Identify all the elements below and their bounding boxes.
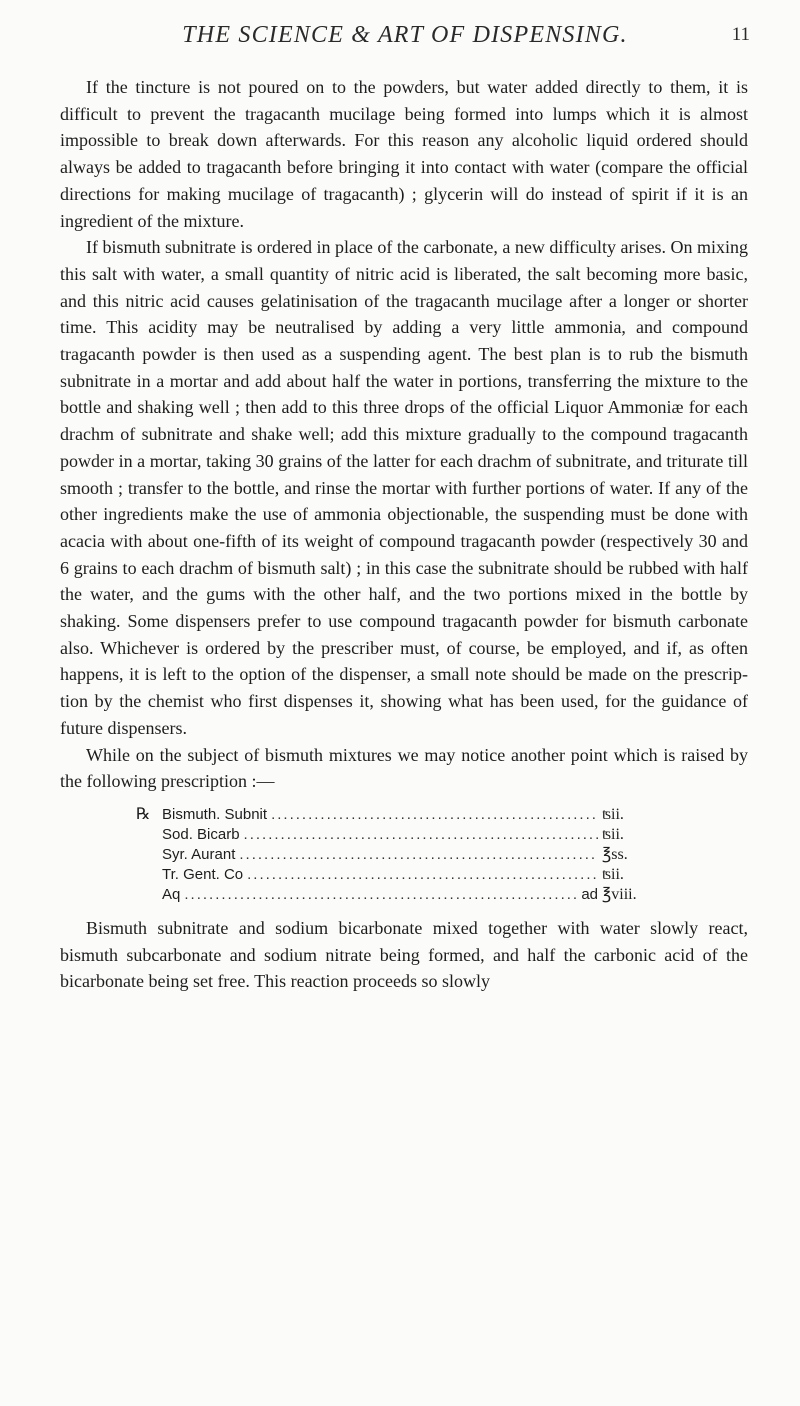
dot-leader bbox=[239, 845, 598, 865]
paragraph-reaction: Bismuth subnitrate and sodium bicarbonate mixed together with water slowly react, bismuth subcarbonate and sodium nitrate being formed, and half the carbonic acid of the bicarbonate being set free. This reaction proceeds so slowly bbox=[60, 917, 748, 992]
prescription-line bbox=[136, 845, 664, 865]
ingredient-name: Bismuth. Subnit bbox=[162, 805, 268, 823]
ingredient-quantity: ʦii. bbox=[602, 805, 624, 823]
prescription-line bbox=[136, 825, 664, 845]
dot-leader bbox=[244, 825, 598, 845]
recipe-symbol: ℞ bbox=[136, 805, 151, 823]
prescription bbox=[136, 805, 664, 905]
page-number: 11 bbox=[731, 24, 750, 45]
body-text bbox=[60, 74, 748, 995]
ingredient-quantity: ʦii. bbox=[602, 865, 624, 883]
ingredient-name: Tr. Gent. Co bbox=[162, 865, 244, 883]
quantity-prefix: ad bbox=[581, 885, 598, 903]
paragraph-tincture: If the tincture is not poured on to the powders, but water added directly to them, it is difficult to prevent the tragacanth mucilage being formed into lumps which it is almost impossible to break down afterwards. For this reason any alcoholic liquid ordered should always be added to tragacanth before bringing it into contact with water (compare the official directions for making mucilage of tragacanth) ; glycerin will do instead of spirit if it is an ingredient of the mixture. bbox=[60, 77, 748, 231]
running-title: THE SCIENCE & ART OF DISPENSING. bbox=[182, 22, 628, 48]
prescription-line bbox=[136, 805, 664, 825]
prescription-line bbox=[136, 865, 664, 885]
ingredient-quantity: ʦii. bbox=[602, 825, 624, 843]
ingredient-name: Sod. Bicarb bbox=[162, 825, 240, 843]
paragraph-bismuth-mixtures: While on the subject of bismuth mixtures we may notice another point which is raised by the following prescription :— bbox=[60, 744, 748, 792]
prescription-line bbox=[136, 885, 664, 905]
ingredient-quantity: ℥viii. bbox=[602, 885, 637, 903]
dot-leader bbox=[184, 885, 577, 905]
dot-leader bbox=[247, 865, 598, 885]
ingredient-name: Syr. Aurant bbox=[162, 845, 236, 863]
dot-leader bbox=[271, 805, 598, 825]
page-header bbox=[60, 22, 750, 54]
paragraph-subnitrate: If bismuth subnitrate is ordered in place of the carbonate, a new difficulty arises. On mixing this salt with water, a small quantity of nitric acid is liberated, the salt becoming more basic, and this nitric acid causes gelatinisation of the tragacanth mucilage after a longer or shorter time. This acidity may be neutralised by adding a very little ammonia, and compound tragacanth powder is then used as a suspending agent. The best plan is to rub the bismuth subnitrate in a mortar and add about half the water in portions, transferring the mixture to the bottle and shaking well ; then add to this three drops of the official Liquor Ammoniæ for each drachm of subnitrate and shake well; add this mixture gradually to the compound tragacanth powder in a mortar, taking 30 grains of the latter for each drachm of subnitrate, and triturate till smooth ; transfer to the bottle, and rinse the mortar with further portions of water. If any of the other ingredients make the use of ammonia objectionable, the suspending must be done with acacia with about one-fifth of its weight of compound tragacanth powder (respectively 30 and 6 grains to each drachm of bismuth salt) ; in this case the subnitrate should be rubbed with half the water, and the gums with the other half, and the two portions mixed in the bottle by shaking. Some dispensers prefer to use compound tragacanth powder for bismuth carbonate also. Whichever is ordered by the prescriber must, of course, be employed, and if, as often happens, it is left to the option of the dispenser, a small note should be made on the prescription by the chemist who first dispenses it, showing what has been used, for the guidance of future dispensers. bbox=[60, 237, 748, 738]
ingredient-name: Aq bbox=[162, 885, 181, 903]
ingredient-quantity: ℥ss. bbox=[602, 845, 628, 863]
